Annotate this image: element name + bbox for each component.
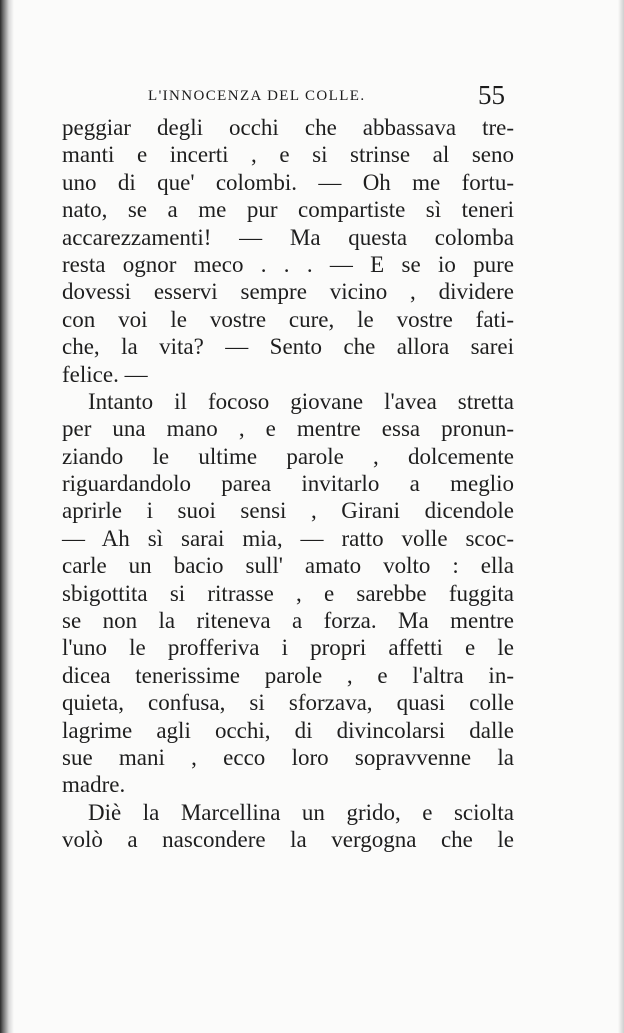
text-line: nato, se a me pur compartiste sì teneri	[62, 197, 514, 223]
text-line: madre.	[62, 772, 126, 798]
text-line: — Ah sì sarai mia, — ratto volle scoc-	[62, 525, 514, 551]
text-line: per una mano , e mentre essa pronun-	[62, 416, 514, 442]
text-line: peggiar degli occhi che abbassava tre-	[62, 115, 514, 140]
text-line: riguardandolo parea invitarlo a meglio	[62, 471, 514, 497]
text-line: volò a nascondere la vergogna che le	[62, 827, 514, 853]
text-line: sbigottita si ritrasse , e sarebbe fuggita	[62, 580, 514, 606]
text-line: dovessi esservi sempre vicino , dividere	[62, 279, 514, 305]
text-line: resta ognor meco . . . — E se io pure	[62, 251, 514, 277]
text-line: dicea tenerissime parole , e l'altra in-	[62, 662, 514, 688]
text-line: felice. —	[62, 361, 148, 387]
text-line: ziando le ultime parole , dolcemente	[62, 443, 514, 469]
text-line: aprirle i suoi sensi , Girani dicendole	[62, 498, 514, 524]
page-number: 55	[478, 80, 505, 110]
page-edge-shadow	[618, 0, 624, 1033]
text-line: con voi le vostre cure, le vostre fati-	[62, 306, 514, 332]
page-gutter-shadow	[0, 0, 14, 1033]
text-line: manti e incerti , e si strinse al seno	[62, 142, 514, 168]
text-line: l'uno le profferiva i propri affetti e le	[62, 635, 514, 661]
paragraph-first-line: Diè la Marcellina un grido, e sciolta	[88, 799, 514, 825]
text-line: uno di que' colombi. — Oh me fortu-	[62, 169, 514, 195]
text-line: lagrime agli occhi, di divincolarsi dalle	[62, 717, 514, 743]
text-line: se non la riteneva a forza. Ma mentre	[62, 608, 514, 634]
text-line: quieta, confusa, si sforzava, quasi colle	[62, 690, 514, 716]
running-title: L'INNOCENZA DEL COLLE.	[148, 88, 366, 104]
text-line: accarezzamenti! — Ma questa colomba	[62, 224, 514, 250]
text-line: carle un bacio sull' amato volto : ella	[62, 553, 514, 579]
body-text	[62, 114, 514, 854]
text-line: che, la vita? — Sento che allora sarei	[62, 334, 514, 360]
paragraph-first-line: Intanto il focoso giovane l'avea stretta	[88, 388, 514, 414]
text-line: sue mani , ecco loro sopravvenne la	[62, 744, 514, 770]
